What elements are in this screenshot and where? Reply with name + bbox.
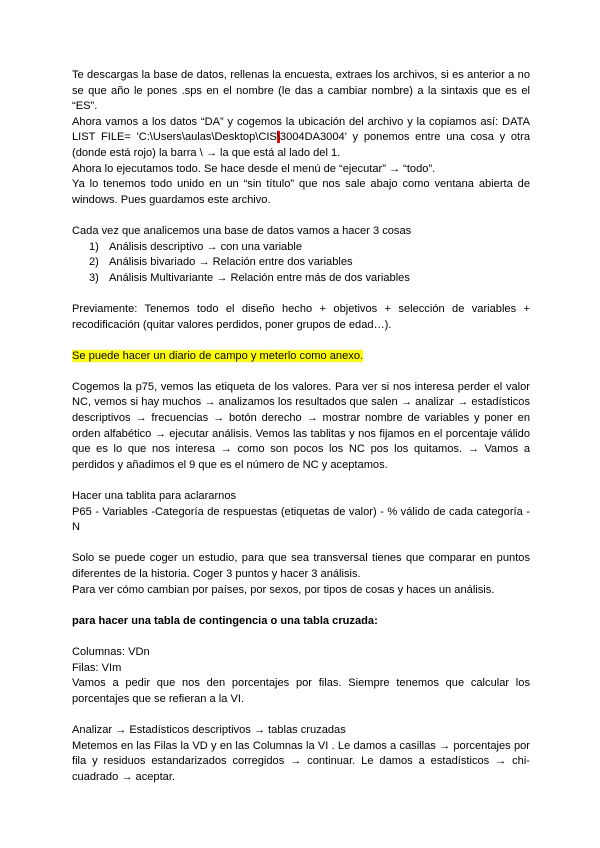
red-highlight-backslash: \ bbox=[276, 131, 280, 144]
tablita-description: P65 - Variables -Categoría de respuestas (etiquetas de valor) - % válido de cada categoría - N bbox=[72, 505, 530, 534]
filas-line: Filas: VIm bbox=[72, 661, 122, 674]
document-page bbox=[72, 68, 530, 785]
list-text: Análisis descriptivo → con una variable bbox=[109, 240, 303, 253]
analizar-path: Analizar → Estadísticos descriptivos → tablas cruzadas bbox=[72, 723, 346, 736]
columnas-line: Columnas: VDn bbox=[72, 645, 150, 658]
highlighted-note bbox=[72, 349, 530, 365]
list-item bbox=[72, 240, 530, 256]
paragraph-data-list-file bbox=[72, 115, 530, 162]
list-text: Análisis bivariado → Relación entre dos variables bbox=[109, 256, 353, 269]
paragraph-previamente: Previamente: Tenemos todo el diseño hecho + objetivos + selección de variables + recodificación (quitar valores perdidos, poner grupos de edad…). bbox=[72, 302, 530, 331]
list-item bbox=[72, 255, 530, 271]
paragraph-estudio: Solo se puede coger un estudio, para que sea transversal tienes que comparar en puntos diferentes de la historia. Coger 3 puntos y hacer 3 análisis. bbox=[72, 552, 530, 580]
yellow-highlight: Se puede hacer un diario de campo y meterlo como anexo. bbox=[72, 349, 364, 362]
paragraph-descarga: Te descargas la base de datos, rellenas la encuesta, extraes los archivos, si es anterior a no se que año le pones .sps en el nombre (le das a cambiar nombre) a la sintaxis que es el “ES”. bbox=[72, 69, 530, 113]
list-number: 1) bbox=[89, 240, 99, 253]
list-intro: Cada vez que analicemos una base de datos vamos a hacer 3 cosas bbox=[72, 224, 412, 237]
heading-text: para hacer una tabla de contingencia o una tabla cruzada: bbox=[72, 614, 378, 627]
list-text: Análisis Multivariante → Relación entre más de dos variables bbox=[109, 271, 410, 284]
list-item bbox=[72, 271, 530, 287]
list-number: 3) bbox=[89, 271, 99, 284]
list-number: 2) bbox=[89, 256, 99, 269]
paragraph-paises: Para ver cómo cambian por países, por sexos, por tipos de cosas y haces un análisis. bbox=[72, 583, 495, 596]
paragraph-guardar: Ya lo tenemos todo unido en un “sin título” que nos sale abajo como ventana abierta de windows. Pues guardamos este archivo. bbox=[72, 178, 530, 206]
section-heading bbox=[72, 614, 530, 630]
paragraph-p75: Cogemos la p75, vemos las etiqueta de los valores. Para ver si nos interesa perder el valor NC, vemos si hay muchos → analizamos los resultados que salen → analizar → estadísticos descriptivos → frecuencias → botón derecho → mostrar nombre de variables y poner en orden alfabético → ejecutar análisis. Vemos las tablitas y nos fijamos en el porcentaje válido que es lo que nos interesa → como son pocos los NC pos los quitamos. → Vamos a perdidos y añadimos el 9 que es el número de NC y aceptamos. bbox=[72, 380, 530, 471]
paragraph-ejecutar: Ahora lo ejecutamos todo. Se hace desde el menú de “ejecutar” → “todo”. bbox=[72, 162, 436, 175]
data-list-text-end: 3004DA3004' y ponemos entre una cosa y otra (donde está rojo) la barra \ → la que está al lado del 1. bbox=[72, 131, 530, 159]
analysis-list bbox=[72, 240, 530, 287]
tablita-title: Hacer una tablita para aclararnos bbox=[72, 490, 237, 503]
paragraph-metemos: Metemos en las Filas la VD y en las Columnas la VI . Le damos a casillas → porcentajes por fila y residuos estandarizados corregidos → continuar. Le damos a estadísticos → chi-cuadrado → aceptar. bbox=[72, 739, 530, 783]
paragraph-porcentajes: Vamos a pedir que nos den porcentajes por filas. Siempre tenemos que calcular los porcentajes que se refieran a la VI. bbox=[72, 677, 530, 705]
data-list-text-start: Ahora vamos a los datos “DA” y cogemos la ubicación del archivo y la copiamos así: DATA LIST FILE= 'C:\Users\aulas\Desktop\CIS bbox=[72, 115, 530, 144]
